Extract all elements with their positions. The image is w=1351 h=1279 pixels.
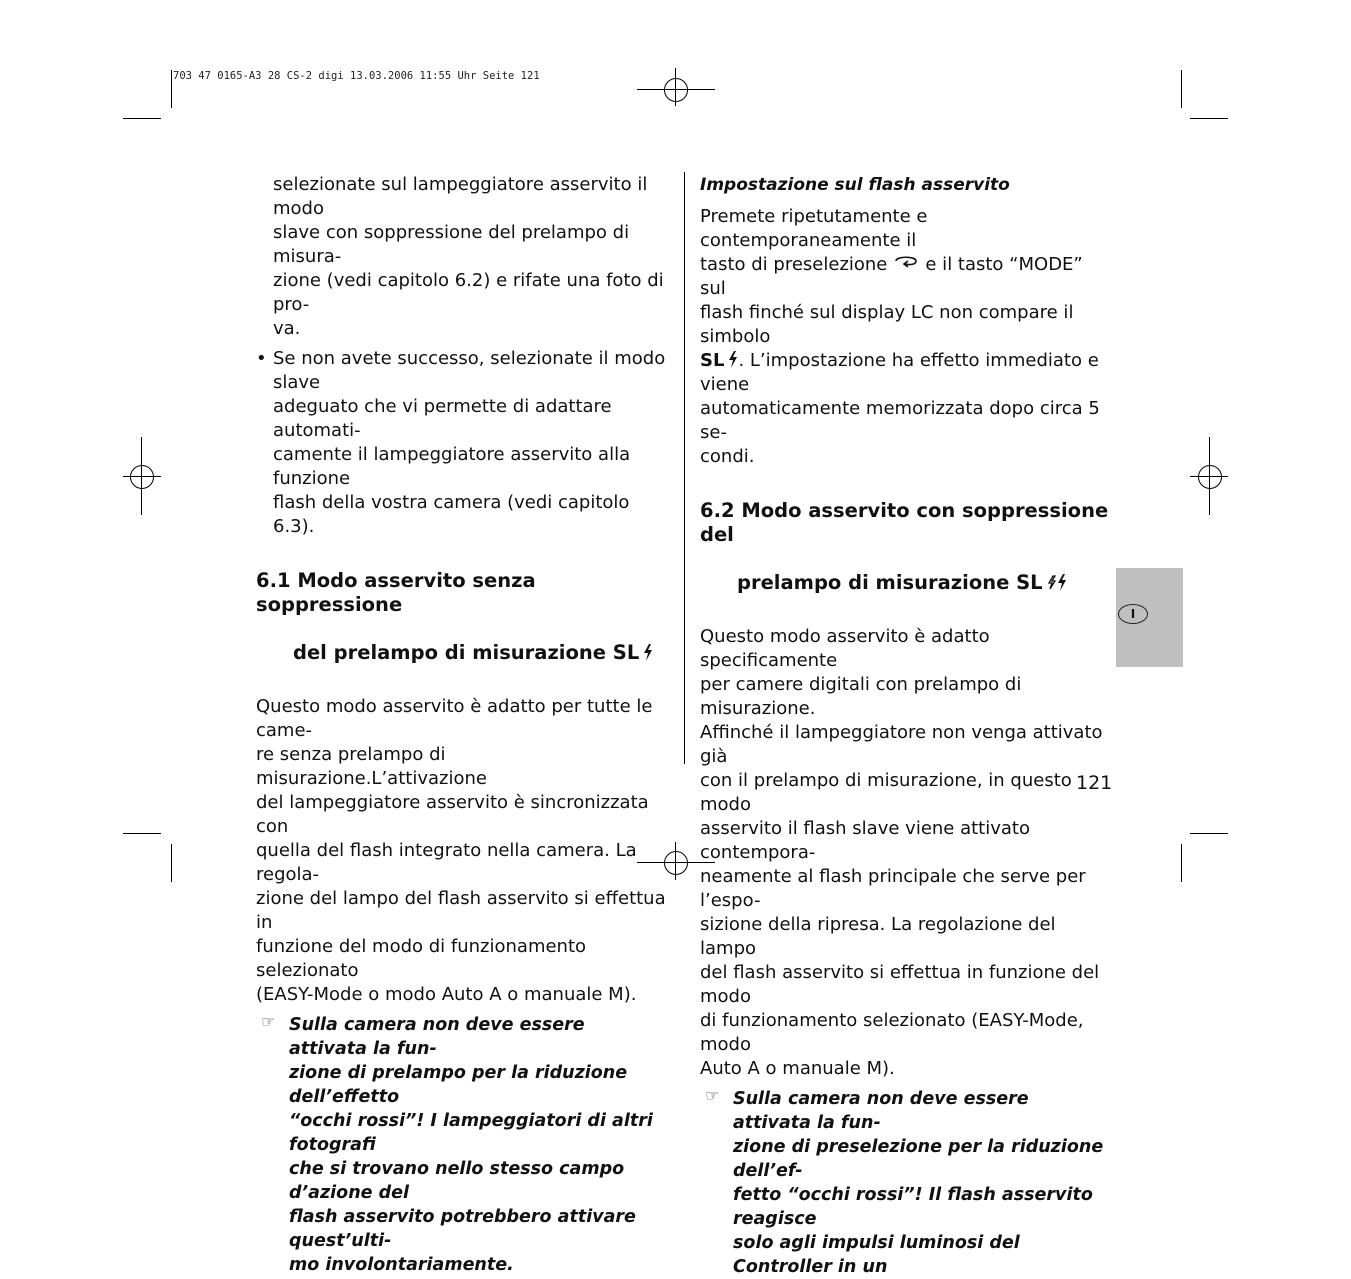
section-heading-line2-wrap [700, 571, 1112, 595]
instruction-part1: Premete ripetutamente e contemporaneamente il tasto di preselezione [700, 206, 928, 275]
pointing-hand-icon: ☞ [705, 1086, 720, 1105]
crop-mark [1181, 844, 1182, 882]
section-body: Questo modo asservito è adatto per tutte le came- re senza prelampo di misurazione.L’attivazione del lampeggiatore asservito è sincronizzata con quella del flash integrato nella camera. La regola- zione del lampo del flash asservito si effettua in funzione del modo di funzionamento selezionato (EASY-Mode o modo Auto A o manuale M). [256, 696, 666, 1005]
note-text: Sulla camera non deve essere attivata la fun- zione di preselezione per la riduzione dell’ef- fetto “occhi rossi”! Il flash asservito reagisce solo agli impulsi luminosi del Controller in un [733, 1089, 1104, 1277]
section-heading-line2: prelampo di misurazione SL [737, 571, 1043, 594]
crop-mark [171, 70, 172, 108]
crop-mark [1181, 70, 1182, 108]
bullet-item [256, 347, 668, 539]
page-number: 121 [1076, 772, 1113, 794]
section-heading-line1: 6.2 Modo asservito con soppressione del [700, 499, 1109, 546]
note-block [256, 1013, 668, 1277]
section-body: Questo modo asservito è adatto specificamente per camere digitali con prelampo di misurazione. Affinché il lampeggiatore non venga attivato già con il prelampo di misurazione, in questo modo asservito il flash slave viene attivato contempora- neamente al flash principale che serve per l’espo- sizione della ripresa. La regolazione del lampo del flash asservito si effettua in funzione del modo di funzionamento selezionato (EASY-Mode, modo Auto A o manuale M). [700, 626, 1103, 1079]
print-header: 703 47 0165-A3 28 CS-2 digi 13.03.2006 11:55 Uhr Seite 121 [173, 70, 540, 82]
instruction-part2: e il tasto “MODE” sul flash finché sul display LC non compare il simbolo [700, 254, 1083, 347]
bullet-text: Se non avete successo, selezionate il modo slave adeguato che vi permette di adattare automati- camente il lampeggiatore asservito alla funzione flash della vostra camera (vedi capitolo 6.3). [273, 348, 666, 537]
subheading: Impostazione sul flash asservito [700, 175, 1010, 195]
double-flash-icon [1047, 574, 1069, 591]
sl-label: SL [700, 350, 725, 371]
bullet-symbol: • [256, 348, 267, 369]
flash-icon [643, 644, 653, 661]
section-heading-line2-wrap [256, 641, 668, 665]
crop-mark [1190, 118, 1228, 119]
crop-mark [123, 833, 161, 834]
section-heading-6-2 [700, 475, 1112, 619]
instruction-paragraph [700, 205, 1112, 469]
pointing-hand-icon: ☞ [261, 1012, 276, 1031]
left-column [256, 173, 668, 1277]
language-badge: I [1118, 604, 1148, 624]
flash-icon [728, 351, 738, 368]
right-column [700, 173, 1112, 1279]
instruction-part3: . L’impostazione ha effetto immediato e viene automaticamente memorizzata dopo circa 5 se- condi. [700, 350, 1100, 467]
crop-mark [1190, 833, 1228, 834]
section-heading-line1: 6.1 Modo asservito senza soppressione [256, 569, 536, 616]
preselect-key-icon [893, 255, 919, 269]
note-block [700, 1087, 1112, 1279]
intro-paragraph: selezionate sul lampeggiatore asservito il modo slave con soppressione del prelampo di misura- zione (vedi capitolo 6.2) e rifate una foto di pro- va. [273, 174, 664, 339]
column-divider [684, 172, 685, 764]
section-heading-line2: del prelampo di misurazione SL [293, 641, 640, 664]
section-heading-6-1 [256, 545, 668, 689]
crop-mark [171, 844, 172, 882]
note-text: Sulla camera non deve essere attivata la fun- zione di prelampo per la riduzione dell’effetto “occhi rossi”! I lampeggiatori di altri fotografi che si trovano nello stesso campo d’azione del flash asservito potrebbero attivare quest’ulti- mo involontariamente. [289, 1015, 653, 1275]
crop-mark [123, 118, 161, 119]
